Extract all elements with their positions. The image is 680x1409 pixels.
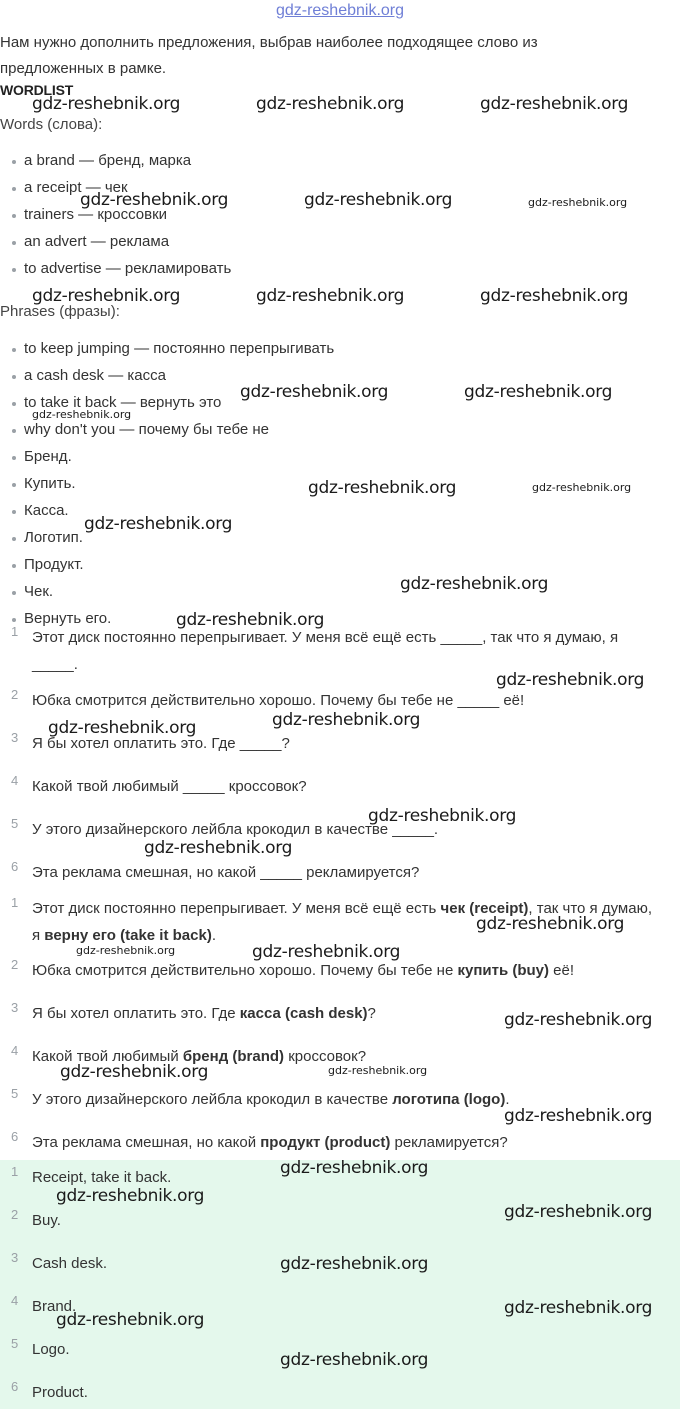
- list-item: to keep jumping — постоянно перепрыгивать: [12, 335, 334, 362]
- translation-text: Какой твой любимый бренд (brand) кроссовок?: [32, 1048, 367, 1065]
- answer-text: Receipt, take it back.: [32, 1169, 172, 1186]
- watermark: gdz-reshebnik.org: [504, 1298, 653, 1318]
- translation-text: У этого дизайнерского лейбла крокодил в качестве логотипа (logo).: [32, 1091, 510, 1108]
- answer-text: Product.: [32, 1384, 88, 1401]
- watermark: gdz-reshebnik.org: [476, 914, 625, 934]
- watermark: gdz-reshebnik.org: [176, 610, 325, 630]
- list-item: an advert — реклама: [12, 228, 231, 255]
- intro-text: Нам нужно дополнить предложения, выбрав наиболее подходящее слово из предложенных в рамке.: [0, 34, 538, 77]
- watermark: gdz-reshebnik.org: [528, 196, 628, 209]
- item-number: 4: [11, 773, 19, 788]
- answer-bold: купить (buy): [457, 962, 549, 979]
- watermark: gdz-reshebnik.org: [504, 1106, 653, 1126]
- phrases-list: [12, 335, 334, 632]
- watermark: gdz-reshebnik.org: [240, 382, 389, 402]
- item-number: 1: [11, 895, 19, 910]
- list-item: to take it back — вернуть это: [12, 389, 334, 416]
- watermark: gdz-reshebnik.org: [464, 382, 613, 402]
- item-number: 4: [11, 1043, 19, 1058]
- watermark: gdz-reshebnik.org: [480, 94, 629, 114]
- watermark: gdz-reshebnik.org: [144, 838, 293, 858]
- translation-text: Этот диск постоянно перепрыгивает. У меня всё ещё есть чек (receipt), так что я думаю, я верну его (take it back).: [32, 900, 653, 944]
- list-item: Касса.: [12, 497, 334, 524]
- watermark: gdz-reshebnik.org: [480, 286, 629, 306]
- answer-bold: верну его (take it back): [44, 927, 212, 944]
- watermark: gdz-reshebnik.org: [84, 514, 233, 534]
- watermark: gdz-reshebnik.org: [504, 1010, 653, 1030]
- watermark: gdz-reshebnik.org: [532, 481, 632, 494]
- item-number: 3: [11, 1000, 19, 1015]
- watermark: gdz-reshebnik.org: [32, 286, 181, 306]
- list-item: Бренд.: [12, 443, 334, 470]
- answer-text: Logo.: [32, 1341, 70, 1358]
- list-item: trainers — кроссовки: [12, 201, 231, 228]
- exercise-text: Какой твой любимый _____ кроссовок?: [32, 778, 307, 795]
- translation-text: Эта реклама смешная, но какой продукт (product) рекламируется?: [32, 1134, 508, 1151]
- words-label: Words (слова):: [0, 116, 103, 133]
- item-number: 2: [11, 687, 19, 702]
- watermark: gdz-reshebnik.org: [504, 1202, 653, 1222]
- watermark: gdz-reshebnik.org: [308, 478, 457, 498]
- phrases-label: Phrases (фразы):: [0, 303, 120, 320]
- watermark: gdz-reshebnik.org: [328, 1064, 428, 1077]
- watermark: gdz-reshebnik.org: [368, 806, 517, 826]
- exercise-text: Этот диск постоянно перепрыгивает. У меня всё ещё есть _____, так что я думаю, я _____.: [32, 629, 619, 673]
- answer-bold: касса (cash desk): [239, 1005, 368, 1022]
- item-number: 3: [11, 1250, 19, 1265]
- watermark: gdz-reshebnik.org: [32, 408, 132, 421]
- item-number: 2: [11, 1207, 19, 1222]
- answer-item: [0, 1379, 680, 1406]
- translation-text: Я бы хотел оплатить это. Где касса (cash desk)?: [32, 1005, 376, 1022]
- translation-item: [0, 1129, 680, 1156]
- list-item: a brand — бренд, марка: [12, 147, 231, 174]
- exercise-text: Юбка смотрится действительно хорошо. Почему бы тебе не _____ её!: [32, 692, 525, 709]
- site-header-link[interactable]: gdz-reshebnik.org: [275, 2, 405, 19]
- answer-text: Cash desk.: [32, 1255, 108, 1272]
- watermark: gdz-reshebnik.org: [496, 670, 645, 690]
- watermark: gdz-reshebnik.org: [400, 574, 549, 594]
- answer-bold: продукт (product): [260, 1134, 391, 1151]
- list-item: Чек.: [12, 578, 334, 605]
- watermark: gdz-reshebnik.org: [76, 944, 176, 957]
- watermark: gdz-reshebnik.org: [80, 190, 229, 210]
- list-item: Логотип.: [12, 524, 334, 551]
- watermark: gdz-reshebnik.org: [280, 1254, 429, 1274]
- answer-text: Brand.: [32, 1298, 77, 1315]
- item-number: 6: [11, 1379, 19, 1394]
- words-list: [12, 147, 231, 282]
- list-item: to advertise — рекламировать: [12, 255, 231, 282]
- exercise-item: [0, 773, 680, 800]
- watermark: gdz-reshebnik.org: [272, 710, 421, 730]
- item-number: 1: [11, 624, 19, 639]
- exercise-text: Я бы хотел оплатить это. Где _____?: [32, 735, 290, 752]
- exercise-text: Эта реклама смешная, но какой _____ рекламируется?: [32, 864, 420, 881]
- watermark: gdz-reshebnik.org: [280, 1350, 429, 1370]
- exercise-item: [0, 859, 680, 886]
- list-item: Купить.: [12, 470, 334, 497]
- item-number: 3: [11, 730, 19, 745]
- item-number: 6: [11, 1129, 19, 1144]
- exercise-item: [0, 816, 680, 843]
- watermark: gdz-reshebnik.org: [60, 1062, 209, 1082]
- exercise-text: У этого дизайнерского лейбла крокодил в качестве _____.: [32, 821, 439, 838]
- list-item: why don't you — почему бы тебе не: [12, 416, 334, 443]
- item-number: 5: [11, 1336, 19, 1351]
- watermark: gdz-reshebnik.org: [304, 190, 453, 210]
- watermark: gdz-reshebnik.org: [256, 94, 405, 114]
- item-number: 2: [11, 957, 19, 972]
- translation-text: Юбка смотрится действительно хорошо. Почему бы тебе не купить (buy) её!: [32, 962, 575, 979]
- watermark: gdz-reshebnik.org: [56, 1186, 205, 1206]
- watermark: gdz-reshebnik.org: [48, 718, 197, 738]
- answer-text: Buy.: [32, 1212, 61, 1229]
- item-number: 5: [11, 1086, 19, 1101]
- item-number: 1: [11, 1164, 19, 1179]
- list-item: Продукт.: [12, 551, 334, 578]
- watermark: gdz-reshebnik.org: [256, 286, 405, 306]
- list-item: a cash desk — касса: [12, 362, 334, 389]
- answer-bold: логотипа (logo): [392, 1091, 506, 1108]
- watermark: gdz-reshebnik.org: [56, 1310, 205, 1330]
- item-number: 5: [11, 816, 19, 831]
- list-item: Вернуть его.: [12, 605, 334, 632]
- list-item: a receipt — чек: [12, 174, 231, 201]
- wordlist-heading: WORDLIST: [0, 82, 74, 98]
- item-number: 6: [11, 859, 19, 874]
- answer-bold: бренд (brand): [182, 1048, 285, 1065]
- watermark: gdz-reshebnik.org: [252, 942, 401, 962]
- answer-bold: чек (receipt): [440, 900, 529, 917]
- watermark: gdz-reshebnik.org: [280, 1158, 429, 1178]
- watermark: gdz-reshebnik.org: [32, 94, 181, 114]
- item-number: 4: [11, 1293, 19, 1308]
